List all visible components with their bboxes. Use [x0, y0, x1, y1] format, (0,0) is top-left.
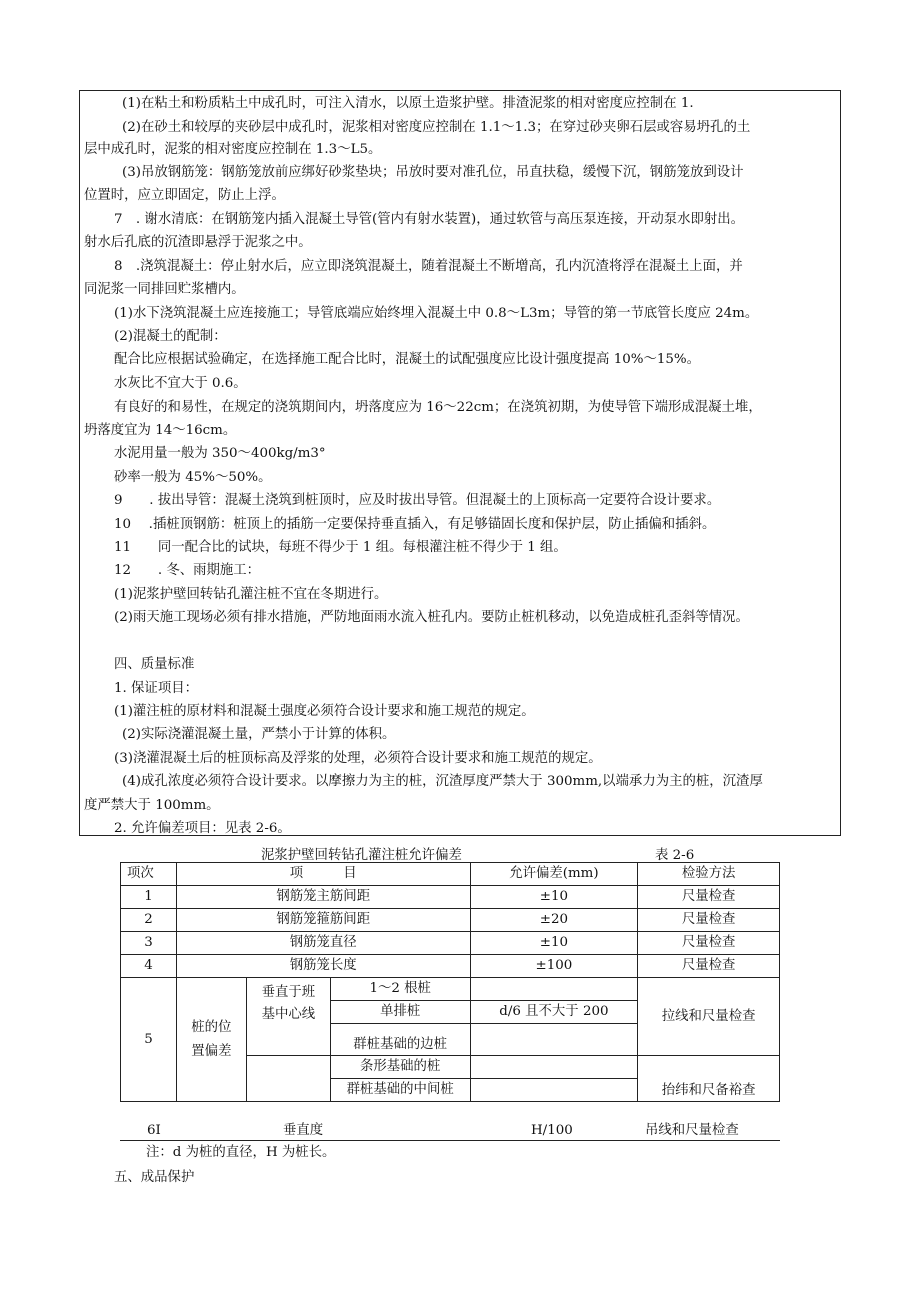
para-line: 有良好的和易性，在规定的浇筑期间内，坍落度应为 16～22cm；在浇筑初期，为使导管下端形成混凝土堆， — [114, 400, 762, 415]
row-item: 钢筋笼直径 — [176, 932, 470, 955]
section-heading: 五、成品保护 — [114, 1170, 195, 1185]
para-line: (3)吊放钢筋笼：钢筋笼放前应绑好砂浆垫块；吊放时要对准孔位，吊直扶稳，缓慢下沉，钢筋笼放到设计 — [122, 165, 744, 180]
row-tolerance: d/6 且不大于 200 — [470, 1001, 638, 1024]
row-tolerance — [470, 1079, 638, 1102]
row-no: 2 — [121, 909, 177, 932]
para-line: (3)浇灌混凝土后的桩顶标高及浮浆的处理，必须符合设计要求和施工规范的规定。 — [114, 751, 602, 766]
para-line: 水泥用量一般为 350～400kg∕m3° — [114, 446, 326, 461]
header-cell: 项次 — [121, 863, 177, 886]
para-line: (1)在粘土和粉质粘土中成孔时，可注入清水，以原土造浆护壁。排渣泥浆的相对密度应控制在 1. — [122, 96, 694, 111]
row-tolerance: ±20 — [470, 909, 638, 932]
row6-item: 垂直度 — [283, 1123, 324, 1138]
table-bottom-rule — [120, 1140, 780, 1141]
para-line: 水灰比不宜大于 0.6。 — [114, 376, 247, 391]
table-caption: 泥浆护壁回转钻孔灌注桩允许偏差 — [261, 848, 462, 863]
row6-tolerance: H/100 — [531, 1123, 573, 1138]
row-item: 钢筋笼长度 — [176, 955, 470, 978]
row-method: 尺量检查 — [638, 932, 780, 955]
row-method: 尺量检查 — [638, 955, 780, 978]
row-no: 5 — [121, 978, 177, 1102]
subgroup-label: 垂直于班基中心线 — [261, 985, 316, 1022]
row-method: 拉线和尺量检查 — [638, 978, 780, 1056]
group-label: 桩的位置偏差 — [191, 1019, 232, 1059]
table-row — [121, 909, 780, 932]
para-line: 同泥浆一同排回贮浆槽内。 — [84, 282, 245, 297]
para-line: 11 同一配合比的试块，每班不得少于 1 组。每根灌注桩不得少于 1 组。 — [114, 540, 567, 555]
para-line: 位置时，应立即固定，防止上浮。 — [84, 188, 285, 203]
row-tolerance: ±10 — [470, 932, 638, 955]
para-line: (1)泥浆护壁回转钻孔灌注桩不宜在冬期进行。 — [114, 587, 388, 602]
row-no: 4 — [121, 955, 177, 978]
para-line: 7 . 谢水清底：在钢筋笼内插入混凝土导管(管内有射水装置)，通过软管与高压泵连接，开动泵水即射出。 — [114, 212, 745, 227]
row-group — [176, 978, 246, 1102]
row-item: 群桩基础的中间桩 — [330, 1079, 470, 1102]
para-line: (2)雨天施工现场必须有排水措施，严防地面雨水流入桩孔内。要防止桩机移动，以免造成桩孔歪斜等情况。 — [114, 610, 749, 625]
row6-no: 6I — [147, 1123, 161, 1138]
table-row — [121, 886, 780, 909]
table-note: 注：d 为桩的直径，H 为桩长。 — [146, 1145, 336, 1160]
section-heading: 四、质量标准 — [114, 657, 195, 672]
row-item: 条形基础的桩 — [330, 1056, 470, 1079]
para-line: (2)实际浇灌混凝土量，严禁小于计算的体积。 — [122, 727, 396, 742]
para-line: 坍落度宜为 14～16cm。 — [84, 423, 237, 438]
row-tolerance: ±10 — [470, 886, 638, 909]
para-line: 层中成孔时，泥浆的相对密度应控制在 1.3～L5。 — [84, 142, 382, 157]
header-cell: 允许偏差(mm) — [470, 863, 638, 886]
para-line: (2)在砂土和较厚的夹砂层中成孔时，泥浆相对密度应控制在 1.1～1.3；在穿过砂夹卵石层或容易坍孔的土 — [122, 120, 751, 135]
row-tolerance: ±100 — [470, 955, 638, 978]
row-item: 钢筋笼箍筋间距 — [176, 909, 470, 932]
row-item: 群桩基础的边桩 — [330, 1024, 470, 1056]
para-line: (1)水下浇筑混凝土应连接施工；导管底端应始终埋入混凝土中 0.8～L3m；导管的第一节底管长度应 24m。 — [114, 306, 759, 321]
tolerance-table — [120, 862, 780, 1102]
table-row — [121, 955, 780, 978]
row-item: 钢筋笼主筋间距 — [176, 886, 470, 909]
para-line: 8 .浇筑混凝土：停止射水后，应立即浇筑混凝土，随着混凝土不断增高，孔内沉渣将浮在混凝土上面，并 — [114, 259, 743, 274]
row-item: 单排桩 — [330, 1001, 470, 1024]
row-method: 尺量检查 — [638, 909, 780, 932]
para-line: 12 . 冬、雨期施工： — [114, 563, 261, 578]
para-line: 度严禁大于 100mm。 — [84, 798, 220, 813]
para-line: (2)混凝土的配制： — [114, 329, 227, 344]
row-tolerance — [470, 978, 638, 1001]
table-row — [121, 978, 780, 1001]
row-no: 1 — [121, 886, 177, 909]
row-method: 尺量检查 — [638, 886, 780, 909]
para-line: 1. 保证项目： — [114, 681, 198, 696]
para-line: 10 .插桩顶钢筋：桩顶上的插筋一定要保持垂直插入，有足够锚固长度和保护层，防止插偏和插斜。 — [114, 517, 716, 532]
para-line: 2. 允许偏差项目：见表 2-6。 — [114, 821, 291, 836]
header-cell: 项 目 — [176, 863, 470, 886]
row-tolerance — [470, 1024, 638, 1056]
para-line: 9 . 拔出导管：混凝土浇筑到桩顶时，应及时拔出导管。但混凝土的上顶标高一定要符合设计要求。 — [114, 493, 721, 508]
para-line: 射水后孔底的沉渣即悬浮于泥浆之中。 — [84, 235, 312, 250]
table-header-row — [121, 863, 780, 886]
row-subgroup — [246, 1056, 330, 1102]
row-item: 1～2 根桩 — [330, 978, 470, 1001]
para-line: (1)灌注桩的原材料和混凝土强度必须符合设计要求和施工规范的规定。 — [114, 704, 535, 719]
para-line: 砂率一般为 45%～50%。 — [114, 470, 272, 485]
row-subgroup — [246, 978, 330, 1056]
table-number: 表 2-6 — [655, 848, 695, 863]
table-row — [121, 932, 780, 955]
para-line: (4)成孔浓度必须符合设计要求。以摩擦力为主的桩，沉渣厚度严禁大于 300mm,以端承力为主的桩，沉渣厚 — [122, 774, 763, 789]
row6-method: 吊线和尺量检查 — [645, 1123, 739, 1138]
para-line: 配合比应根据试验确定，在选择施工配合比时，混凝土的试配强度应比设计强度提高 10%～15%。 — [114, 352, 701, 367]
row-method: 抬纬和尺备裕查 — [638, 1056, 780, 1102]
row-no: 3 — [121, 932, 177, 955]
header-cell: 检验方法 — [638, 863, 780, 886]
row-tolerance — [470, 1056, 638, 1079]
